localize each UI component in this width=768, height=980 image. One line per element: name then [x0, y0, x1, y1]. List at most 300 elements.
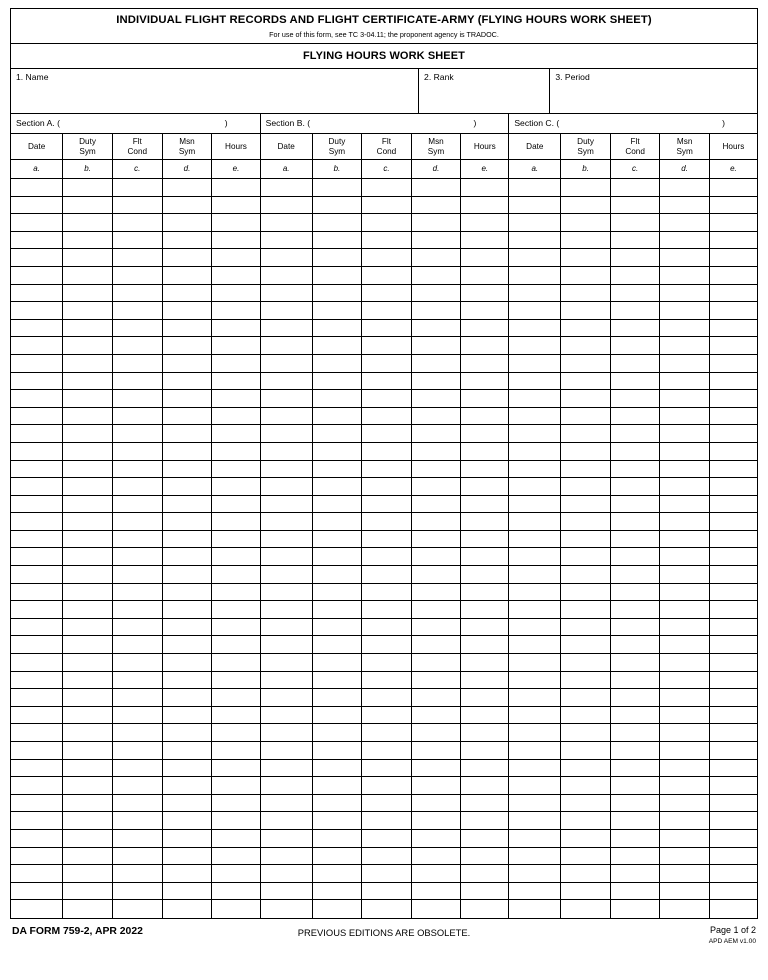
table-cell[interactable] — [63, 883, 113, 901]
table-cell[interactable] — [63, 443, 113, 461]
table-row[interactable] — [261, 548, 509, 566]
table-cell[interactable] — [660, 548, 710, 566]
table-cell[interactable] — [660, 584, 710, 602]
table-cell[interactable] — [212, 443, 259, 461]
table-cell[interactable] — [11, 865, 63, 883]
table-cell[interactable] — [163, 285, 213, 303]
table-cell[interactable] — [212, 373, 259, 391]
table-cell[interactable] — [362, 584, 412, 602]
table-cell[interactable] — [11, 496, 63, 514]
table-cell[interactable] — [11, 760, 63, 778]
table-cell[interactable] — [362, 900, 412, 918]
table-cell[interactable] — [63, 636, 113, 654]
table-cell[interactable] — [710, 267, 757, 285]
table-cell[interactable] — [561, 672, 611, 690]
table-cell[interactable] — [212, 812, 259, 830]
table-cell[interactable] — [561, 760, 611, 778]
table-cell[interactable] — [11, 285, 63, 303]
table-cell[interactable] — [710, 513, 757, 531]
table-cell[interactable] — [313, 443, 363, 461]
table-row[interactable] — [509, 390, 757, 408]
table-cell[interactable] — [113, 355, 163, 373]
table-cell[interactable] — [63, 760, 113, 778]
table-row[interactable] — [261, 865, 509, 883]
table-cell[interactable] — [412, 830, 462, 848]
table-cell[interactable] — [212, 619, 259, 637]
table-cell[interactable] — [113, 214, 163, 232]
table-row[interactable] — [509, 848, 757, 866]
table-row[interactable] — [509, 777, 757, 795]
table-cell[interactable] — [561, 636, 611, 654]
table-cell[interactable] — [611, 320, 661, 338]
table-cell[interactable] — [261, 777, 313, 795]
table-cell[interactable] — [561, 689, 611, 707]
table-cell[interactable] — [710, 443, 757, 461]
table-cell[interactable] — [710, 865, 757, 883]
table-cell[interactable] — [313, 320, 363, 338]
table-row[interactable] — [261, 900, 509, 918]
table-cell[interactable] — [461, 672, 508, 690]
table-cell[interactable] — [362, 461, 412, 479]
table-cell[interactable] — [212, 214, 259, 232]
table-cell[interactable] — [212, 672, 259, 690]
table-row[interactable] — [261, 425, 509, 443]
table-cell[interactable] — [261, 548, 313, 566]
table-cell[interactable] — [113, 566, 163, 584]
table-cell[interactable] — [11, 566, 63, 584]
table-cell[interactable] — [660, 302, 710, 320]
table-row[interactable] — [261, 443, 509, 461]
table-row[interactable] — [509, 249, 757, 267]
table-cell[interactable] — [461, 830, 508, 848]
table-cell[interactable] — [163, 636, 213, 654]
table-cell[interactable] — [313, 513, 363, 531]
table-cell[interactable] — [461, 267, 508, 285]
table-cell[interactable] — [163, 566, 213, 584]
table-cell[interactable] — [163, 267, 213, 285]
table-cell[interactable] — [313, 179, 363, 197]
table-cell[interactable] — [261, 566, 313, 584]
table-cell[interactable] — [660, 900, 710, 918]
table-cell[interactable] — [313, 760, 363, 778]
table-cell[interactable] — [113, 513, 163, 531]
table-cell[interactable] — [362, 214, 412, 232]
table-cell[interactable] — [412, 654, 462, 672]
table-cell[interactable] — [163, 584, 213, 602]
table-cell[interactable] — [660, 830, 710, 848]
table-cell[interactable] — [412, 619, 462, 637]
table-cell[interactable] — [561, 812, 611, 830]
table-cell[interactable] — [212, 513, 259, 531]
section-a-header[interactable] — [11, 114, 260, 133]
table-cell[interactable] — [63, 425, 113, 443]
table-cell[interactable] — [212, 461, 259, 479]
table-row[interactable] — [261, 320, 509, 338]
table-cell[interactable] — [11, 267, 63, 285]
table-cell[interactable] — [461, 619, 508, 637]
table-cell[interactable] — [362, 320, 412, 338]
table-cell[interactable] — [660, 232, 710, 250]
table-cell[interactable] — [212, 742, 259, 760]
table-cell[interactable] — [461, 900, 508, 918]
table-cell[interactable] — [362, 760, 412, 778]
table-cell[interactable] — [660, 285, 710, 303]
table-row[interactable] — [261, 689, 509, 707]
table-cell[interactable] — [412, 900, 462, 918]
table-cell[interactable] — [212, 636, 259, 654]
table-cell[interactable] — [212, 724, 259, 742]
table-cell[interactable] — [561, 355, 611, 373]
table-cell[interactable] — [113, 689, 163, 707]
table-cell[interactable] — [163, 777, 213, 795]
table-cell[interactable] — [710, 425, 757, 443]
table-cell[interactable] — [362, 390, 412, 408]
table-cell[interactable] — [261, 355, 313, 373]
table-cell[interactable] — [113, 883, 163, 901]
table-cell[interactable] — [509, 760, 561, 778]
table-row[interactable] — [261, 619, 509, 637]
table-cell[interactable] — [660, 408, 710, 426]
table-cell[interactable] — [63, 461, 113, 479]
table-cell[interactable] — [461, 795, 508, 813]
table-cell[interactable] — [710, 320, 757, 338]
table-cell[interactable] — [313, 812, 363, 830]
table-cell[interactable] — [660, 795, 710, 813]
table-cell[interactable] — [561, 337, 611, 355]
table-cell[interactable] — [212, 425, 259, 443]
table-cell[interactable] — [611, 461, 661, 479]
table-cell[interactable] — [710, 707, 757, 725]
table-cell[interactable] — [261, 267, 313, 285]
table-cell[interactable] — [362, 249, 412, 267]
table-cell[interactable] — [313, 707, 363, 725]
table-cell[interactable] — [710, 373, 757, 391]
table-cell[interactable] — [461, 232, 508, 250]
table-cell[interactable] — [561, 320, 611, 338]
table-cell[interactable] — [362, 689, 412, 707]
table-cell[interactable] — [11, 408, 63, 426]
table-cell[interactable] — [461, 636, 508, 654]
table-cell[interactable] — [63, 619, 113, 637]
table-cell[interactable] — [63, 214, 113, 232]
table-cell[interactable] — [412, 548, 462, 566]
table-cell[interactable] — [63, 900, 113, 918]
table-cell[interactable] — [710, 249, 757, 267]
table-cell[interactable] — [63, 496, 113, 514]
table-cell[interactable] — [461, 425, 508, 443]
table-cell[interactable] — [461, 179, 508, 197]
table-cell[interactable] — [63, 654, 113, 672]
table-cell[interactable] — [710, 531, 757, 549]
table-row[interactable] — [11, 777, 260, 795]
table-cell[interactable] — [11, 302, 63, 320]
table-row[interactable] — [509, 302, 757, 320]
table-cell[interactable] — [412, 249, 462, 267]
table-row[interactable] — [509, 742, 757, 760]
table-cell[interactable] — [660, 197, 710, 215]
table-cell[interactable] — [313, 848, 363, 866]
table-cell[interactable] — [660, 566, 710, 584]
table-row[interactable] — [11, 619, 260, 637]
table-cell[interactable] — [412, 883, 462, 901]
table-row[interactable] — [261, 883, 509, 901]
table-row[interactable] — [261, 742, 509, 760]
table-cell[interactable] — [163, 249, 213, 267]
table-row[interactable] — [11, 496, 260, 514]
table-cell[interactable] — [11, 742, 63, 760]
table-cell[interactable] — [362, 865, 412, 883]
table-cell[interactable] — [261, 461, 313, 479]
table-cell[interactable] — [261, 760, 313, 778]
table-cell[interactable] — [212, 496, 259, 514]
name-field[interactable] — [11, 69, 419, 113]
table-cell[interactable] — [710, 461, 757, 479]
table-cell[interactable] — [561, 408, 611, 426]
table-cell[interactable] — [261, 214, 313, 232]
table-cell[interactable] — [561, 249, 611, 267]
table-cell[interactable] — [313, 795, 363, 813]
table-cell[interactable] — [113, 760, 163, 778]
table-row[interactable] — [261, 197, 509, 215]
table-cell[interactable] — [313, 742, 363, 760]
table-row[interactable] — [11, 443, 260, 461]
table-cell[interactable] — [509, 707, 561, 725]
table-row[interactable] — [261, 760, 509, 778]
table-cell[interactable] — [261, 601, 313, 619]
table-cell[interactable] — [212, 795, 259, 813]
table-cell[interactable] — [313, 232, 363, 250]
table-cell[interactable] — [362, 408, 412, 426]
table-cell[interactable] — [212, 302, 259, 320]
table-cell[interactable] — [611, 865, 661, 883]
table-row[interactable] — [11, 584, 260, 602]
table-row[interactable] — [11, 197, 260, 215]
table-row[interactable] — [11, 601, 260, 619]
table-cell[interactable] — [362, 777, 412, 795]
table-row[interactable] — [509, 496, 757, 514]
table-cell[interactable] — [63, 337, 113, 355]
table-row[interactable] — [261, 179, 509, 197]
table-row[interactable] — [261, 654, 509, 672]
table-cell[interactable] — [212, 232, 259, 250]
table-row[interactable] — [509, 179, 757, 197]
table-cell[interactable] — [362, 513, 412, 531]
table-cell[interactable] — [113, 302, 163, 320]
table-cell[interactable] — [261, 249, 313, 267]
table-row[interactable] — [509, 795, 757, 813]
table-cell[interactable] — [509, 373, 561, 391]
table-cell[interactable] — [509, 302, 561, 320]
table-cell[interactable] — [710, 760, 757, 778]
table-cell[interactable] — [163, 707, 213, 725]
table-cell[interactable] — [461, 408, 508, 426]
table-cell[interactable] — [362, 197, 412, 215]
table-row[interactable] — [11, 249, 260, 267]
table-cell[interactable] — [63, 865, 113, 883]
table-cell[interactable] — [362, 883, 412, 901]
table-row[interactable] — [261, 249, 509, 267]
table-cell[interactable] — [261, 390, 313, 408]
table-cell[interactable] — [660, 461, 710, 479]
table-row[interactable] — [11, 531, 260, 549]
table-cell[interactable] — [212, 654, 259, 672]
table-cell[interactable] — [362, 531, 412, 549]
table-cell[interactable] — [509, 408, 561, 426]
table-cell[interactable] — [63, 179, 113, 197]
table-cell[interactable] — [412, 848, 462, 866]
table-cell[interactable] — [509, 461, 561, 479]
table-cell[interactable] — [362, 548, 412, 566]
table-cell[interactable] — [212, 390, 259, 408]
table-cell[interactable] — [710, 777, 757, 795]
table-row[interactable] — [11, 654, 260, 672]
table-cell[interactable] — [461, 461, 508, 479]
table-cell[interactable] — [212, 478, 259, 496]
table-cell[interactable] — [509, 249, 561, 267]
table-cell[interactable] — [509, 865, 561, 883]
table-cell[interactable] — [163, 425, 213, 443]
table-row[interactable] — [509, 197, 757, 215]
table-cell[interactable] — [163, 619, 213, 637]
table-cell[interactable] — [611, 900, 661, 918]
table-cell[interactable] — [461, 865, 508, 883]
table-cell[interactable] — [412, 390, 462, 408]
table-cell[interactable] — [611, 566, 661, 584]
table-cell[interactable] — [710, 214, 757, 232]
table-cell[interactable] — [710, 390, 757, 408]
table-cell[interactable] — [611, 689, 661, 707]
table-cell[interactable] — [509, 548, 561, 566]
table-cell[interactable] — [660, 848, 710, 866]
table-cell[interactable] — [362, 285, 412, 303]
table-cell[interactable] — [261, 408, 313, 426]
table-cell[interactable] — [561, 566, 611, 584]
table-cell[interactable] — [561, 848, 611, 866]
table-cell[interactable] — [63, 249, 113, 267]
table-cell[interactable] — [163, 724, 213, 742]
table-row[interactable] — [261, 848, 509, 866]
table-cell[interactable] — [113, 548, 163, 566]
table-cell[interactable] — [461, 707, 508, 725]
table-cell[interactable] — [461, 513, 508, 531]
table-cell[interactable] — [412, 302, 462, 320]
table-cell[interactable] — [113, 777, 163, 795]
table-cell[interactable] — [261, 654, 313, 672]
table-cell[interactable] — [611, 337, 661, 355]
table-cell[interactable] — [113, 531, 163, 549]
table-cell[interactable] — [362, 742, 412, 760]
table-cell[interactable] — [611, 249, 661, 267]
table-cell[interactable] — [660, 373, 710, 391]
table-cell[interactable] — [11, 320, 63, 338]
table-row[interactable] — [261, 232, 509, 250]
table-cell[interactable] — [313, 373, 363, 391]
table-cell[interactable] — [313, 900, 363, 918]
table-cell[interactable] — [113, 249, 163, 267]
table-cell[interactable] — [113, 619, 163, 637]
table-cell[interactable] — [261, 742, 313, 760]
table-row[interactable] — [509, 865, 757, 883]
table-cell[interactable] — [412, 601, 462, 619]
table-cell[interactable] — [710, 285, 757, 303]
table-cell[interactable] — [113, 636, 163, 654]
table-cell[interactable] — [461, 777, 508, 795]
table-cell[interactable] — [461, 285, 508, 303]
table-cell[interactable] — [362, 425, 412, 443]
table-cell[interactable] — [63, 373, 113, 391]
table-cell[interactable] — [163, 654, 213, 672]
table-row[interactable] — [509, 443, 757, 461]
table-row[interactable] — [509, 830, 757, 848]
table-cell[interactable] — [461, 742, 508, 760]
table-cell[interactable] — [63, 232, 113, 250]
table-cell[interactable] — [509, 478, 561, 496]
rank-field[interactable] — [419, 69, 550, 113]
table-cell[interactable] — [11, 214, 63, 232]
table-cell[interactable] — [461, 760, 508, 778]
table-cell[interactable] — [710, 742, 757, 760]
table-cell[interactable] — [660, 689, 710, 707]
table-cell[interactable] — [412, 531, 462, 549]
table-cell[interactable] — [63, 707, 113, 725]
table-cell[interactable] — [561, 496, 611, 514]
table-cell[interactable] — [11, 636, 63, 654]
table-cell[interactable] — [412, 355, 462, 373]
table-cell[interactable] — [212, 531, 259, 549]
table-cell[interactable] — [362, 672, 412, 690]
table-cell[interactable] — [412, 742, 462, 760]
table-row[interactable] — [11, 848, 260, 866]
table-cell[interactable] — [113, 742, 163, 760]
table-cell[interactable] — [461, 566, 508, 584]
table-cell[interactable] — [63, 724, 113, 742]
table-cell[interactable] — [362, 654, 412, 672]
table-cell[interactable] — [313, 724, 363, 742]
table-cell[interactable] — [509, 425, 561, 443]
table-cell[interactable] — [212, 760, 259, 778]
table-cell[interactable] — [461, 812, 508, 830]
table-cell[interactable] — [561, 584, 611, 602]
table-row[interactable] — [11, 267, 260, 285]
table-row[interactable] — [11, 355, 260, 373]
table-cell[interactable] — [313, 249, 363, 267]
table-cell[interactable] — [509, 812, 561, 830]
table-cell[interactable] — [611, 777, 661, 795]
table-cell[interactable] — [261, 513, 313, 531]
table-cell[interactable] — [509, 654, 561, 672]
table-cell[interactable] — [261, 337, 313, 355]
table-row[interactable] — [11, 760, 260, 778]
table-cell[interactable] — [63, 478, 113, 496]
table-cell[interactable] — [509, 531, 561, 549]
table-cell[interactable] — [362, 337, 412, 355]
table-cell[interactable] — [561, 548, 611, 566]
table-row[interactable] — [509, 513, 757, 531]
table-cell[interactable] — [113, 320, 163, 338]
table-cell[interactable] — [509, 689, 561, 707]
table-cell[interactable] — [362, 812, 412, 830]
table-cell[interactable] — [163, 214, 213, 232]
table-cell[interactable] — [561, 267, 611, 285]
table-cell[interactable] — [710, 337, 757, 355]
table-cell[interactable] — [710, 795, 757, 813]
table-cell[interactable] — [261, 285, 313, 303]
table-cell[interactable] — [660, 496, 710, 514]
table-cell[interactable] — [611, 197, 661, 215]
table-cell[interactable] — [509, 795, 561, 813]
table-cell[interactable] — [261, 584, 313, 602]
table-cell[interactable] — [261, 848, 313, 866]
